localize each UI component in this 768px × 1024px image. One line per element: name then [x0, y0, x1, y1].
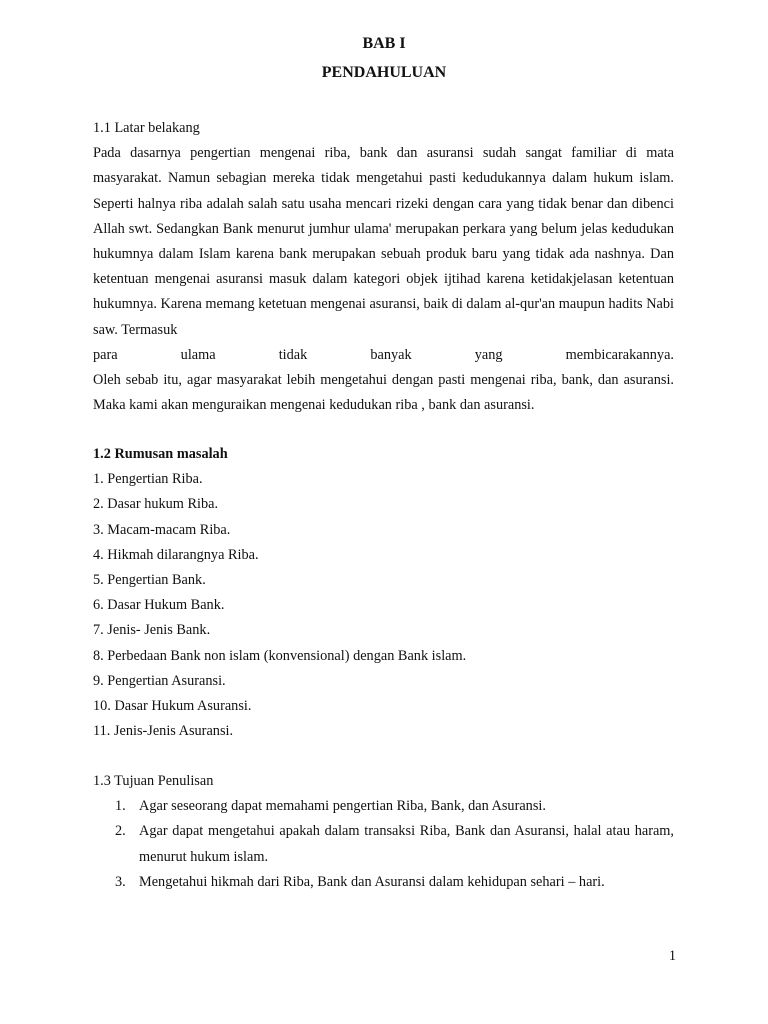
list-item: 2. Dasar hukum Riba.	[93, 496, 219, 513]
list-number: 2.	[115, 823, 126, 840]
list-item: 1. Pengertian Riba.	[93, 471, 203, 488]
list-item	[93, 870, 674, 895]
section-latar-belakang	[93, 116, 674, 418]
chapter-label: BAB I	[362, 35, 406, 52]
list-item	[93, 819, 674, 869]
section-heading: 1.1 Latar belakang	[93, 120, 200, 136]
list-item: 6. Dasar Hukum Bank.	[93, 597, 225, 614]
list-item: 3. Macam-macam Riba.	[93, 521, 231, 538]
paragraph-last-line: para ulama tidak banyak yang membicarakannya.	[93, 346, 674, 363]
list-item: 5. Pengertian Bank.	[93, 572, 206, 589]
list-item: 9. Pengertian Asuransi.	[93, 672, 226, 689]
list-item: 11. Jenis-Jenis Asuransi.	[93, 723, 234, 740]
list-item: 10. Dasar Hukum Asuransi.	[93, 698, 252, 715]
ordered-list	[93, 794, 674, 895]
paragraph: Pada dasarnya pengertian mengenai riba, bank dan asuransi sudah sangat familiar di mata masyarakat. Namun sebagian mereka tidak mengetahui pasti kedudukannya dalam hukum islam. Seperti halnya riba adalah salah satu usaha mencari rizeki dengan cara yang tidak benar dan dibenci Allah swt. Sedangkan Bank menurut jumhur ulama' merupakan perkara yang belum jelas kedudukan hukumnya dalam Islam karena bank merupakan sebuah produk baru yang tidak ada nashnya. Dan ketentuan mengenai asuransi masuk dalam kategori objek ijtihad karena ketidakjelasan ketentuan hukumnya. Karena memang ketetuan mengenai asuransi, baik di dalam al-qur'an maupun hadits Nabi saw. Termasuk	[93, 145, 674, 338]
list-item: 4. Hikmah dilarangnya Riba.	[93, 546, 259, 563]
list-item	[93, 794, 674, 819]
section-tujuan-penulisan	[93, 769, 674, 895]
chapter-title: PENDAHULUAN	[321, 64, 447, 81]
page-number: 1	[668, 948, 676, 964]
list-item: 7. Jenis- Jenis Bank.	[93, 622, 211, 639]
paragraph: Oleh sebab itu, agar masyarakat lebih mengetahui dengan pasti mengenai riba, bank, dan asuransi. Maka kami akan menguraikan mengenai kedudukan riba , bank dan asuransi.	[93, 372, 674, 414]
list-text: Agar dapat mengetahui apakah dalam transaksi Riba, Bank dan Asuransi, halal atau haram, menurut hukum islam.	[139, 823, 674, 865]
section-heading: 1.2 Rumusan masalah	[93, 446, 228, 462]
list-text: Agar seseorang dapat memahami pengertian Riba, Bank, dan Asuransi.	[139, 798, 546, 815]
list-number: 1.	[115, 798, 126, 815]
list-item: 8. Perbedaan Bank non islam (konvensional) dengan Bank islam.	[93, 647, 467, 664]
list-text: Mengetahui hikmah dari Riba, Bank dan Asuransi dalam kehidupan sehari – hari.	[139, 873, 605, 890]
section-rumusan-masalah	[93, 442, 674, 744]
list-number: 3.	[115, 873, 126, 890]
section-heading: 1.3 Tujuan Penulisan	[93, 773, 214, 789]
